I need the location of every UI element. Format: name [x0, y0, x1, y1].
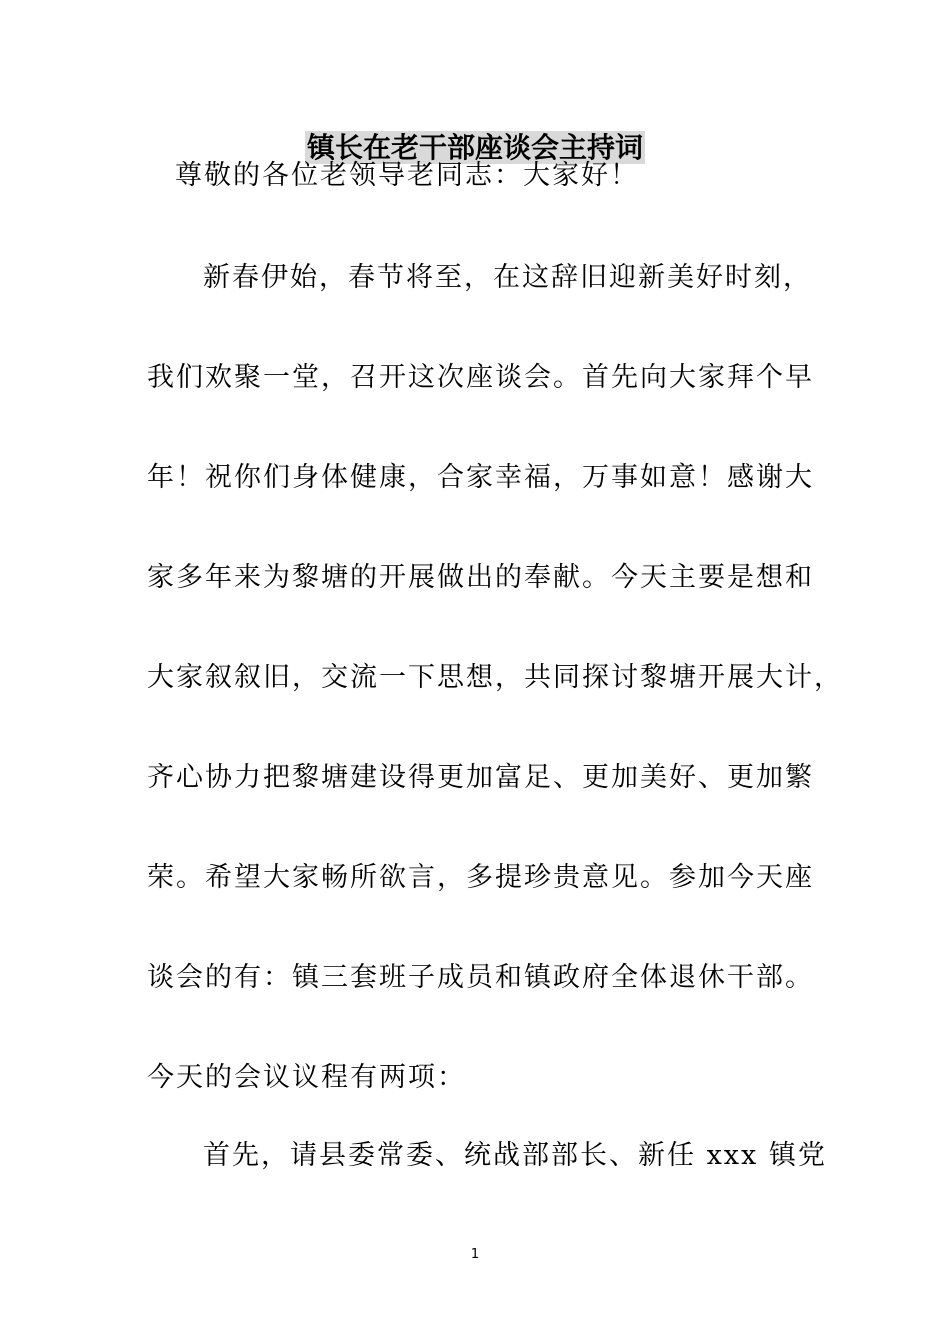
paragraph-line: 新春伊始，春节将至，在这辞旧迎新美好时刻，	[203, 262, 812, 293]
paragraph-line: 我们欢聚一堂，召开这次座谈会。首先向大家拜个早	[147, 362, 814, 393]
paragraph-line: 首先，请县委常委、统战部部长、新任 xxx 镇党	[203, 1140, 827, 1171]
greeting-line: 尊敬的各位老领导老同志：大家好！	[175, 160, 639, 191]
document-title-text: 镇长在老干部座谈会主持词	[306, 131, 643, 164]
paragraph-line: 今天的会议议程有两项：	[147, 1062, 466, 1093]
paragraph-line: 大家叙叙旧，交流一下思想，共同探讨黎塘开展大计，	[147, 662, 843, 693]
paragraph-line: 齐心协力把黎塘建设得更加富足、更加美好、更加繁	[147, 762, 814, 793]
paragraph-line: 家多年来为黎塘的开展做出的奉献。今天主要是想和	[147, 562, 814, 593]
paragraph-line: 年！祝你们身体健康，合家幸福，万事如意！感谢大	[147, 462, 814, 493]
paragraph-line: 谈会的有：镇三套班子成员和镇政府全体退休干部。	[147, 962, 814, 993]
paragraph-line: 荣。希望大家畅所欲言，多提珍贵意见。参加今天座	[147, 862, 814, 893]
page-number: 1	[470, 1247, 480, 1262]
